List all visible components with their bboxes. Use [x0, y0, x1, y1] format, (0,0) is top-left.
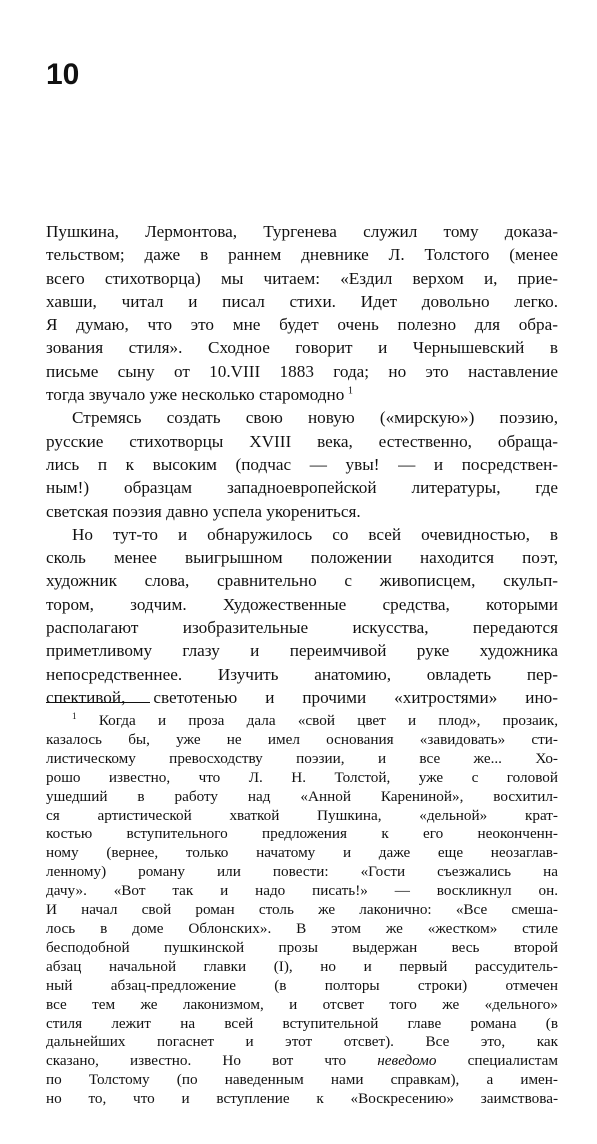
text-line: приметливому глазу и переимчивой руке художника: [46, 641, 558, 661]
footnote-line: [46, 1052, 558, 1071]
text-line-content: тогда звучало уже несколько старомодно: [46, 385, 345, 405]
text-line: зования стиля». Сходное говорит и Чернышевский в: [46, 338, 558, 358]
main-text: [46, 220, 558, 709]
text-line: всего стихотворца) мы читаем: «Ездил верхом и, прие-: [46, 268, 558, 288]
footnote-line: но то, что и вступление к «Воскресению» заимствова-: [46, 1090, 558, 1108]
footnote-line: ный абзац-предложение (в полторы строки) отмечен: [46, 976, 558, 994]
paragraph-2: [46, 406, 558, 522]
text-line: непосредственнее. Изучить анатомию, овладеть пер-: [46, 664, 558, 684]
footnote-line: дачу». «Вот так и надо писать!» — воскликнул он.: [46, 882, 558, 900]
footnote-line: ному (вернее, только начатому и даже еще неозаглав-: [46, 844, 558, 862]
text-line: спективой, светотенью и прочими «хитростями» ино-: [46, 687, 558, 707]
text-line: письме сыну от 10.VIII 1883 года; но это наставление: [46, 361, 558, 381]
text-line: художник слова, сравнительно с живописцем, скульп-: [46, 571, 558, 591]
footnote-line: костью вступительного предложения к его неоконченн-: [46, 825, 558, 843]
footnote-line: лось в доме Облонских». В этом же «жестком» стиле: [46, 919, 558, 937]
footnote-line: И начал свой роман столь же лаконично: «Все смеша-: [46, 901, 558, 919]
footnote-marker: 1: [72, 710, 77, 721]
footnote-text-run: специалистам: [436, 1052, 558, 1070]
footnote-line: рошо известно, что Л. Н. Толстой, уже с головой: [46, 768, 558, 786]
text-line: хавши, читал и писал стихи. Идет довольно легко.: [46, 291, 558, 311]
footnote-text-run: сказано, известно. Но вот что: [46, 1052, 378, 1070]
paragraph-1: [46, 220, 558, 406]
text-line: ным!) образцам западноевропейской литературы, где: [46, 478, 558, 498]
footnote-line: казалось бы, уже не имел основания «завидовать» сти-: [46, 730, 558, 748]
footnote-line-content: Когда и проза дала «свой цвет и плод», прозаик,: [98, 712, 558, 729]
text-line: [46, 383, 558, 406]
text-line: располагают изобразительные искусства, передаются: [46, 618, 558, 638]
footnote-line: дальнейших погаснет и этот отсвет). Все это, как: [46, 1033, 558, 1051]
text-line: сколь менее выигрышном положении находится поэт,: [46, 548, 558, 568]
text-line: лись п к высоким (подчас — увы! — и посредствен-: [46, 454, 558, 474]
footnote-line: бесподобной пушкинской прозы выдержан весь второй: [46, 938, 558, 956]
text-line: Я думаю, что это мне будет очень полезно для обра-: [46, 315, 558, 335]
footnote-line: стиля лежит на всей вступительной главе романа (в: [46, 1014, 558, 1032]
text-line: тором, зодчим. Художественные средства, которыми: [46, 594, 558, 614]
footnote-line: [46, 712, 558, 731]
footnote-line: ушедший в работу над «Анной Карениной», восхитил-: [46, 787, 558, 805]
footnote-line: листическому превосходству поэзии, и все же... Хо-: [46, 749, 558, 767]
footnote-line: по Толстому (по наведенным нами справкам), а имен-: [46, 1071, 558, 1089]
footnote-line: ся артистической хваткой Пушкина, «дельной» крат-: [46, 806, 558, 824]
paragraph-3: [46, 523, 558, 709]
italic-emphasis: неведомо: [377, 1052, 437, 1070]
footnote-divider: [46, 702, 150, 703]
text-line: светская поэзия давно успела укорениться.: [46, 501, 361, 521]
footnote-reference: 1: [347, 385, 353, 397]
footnote-line: абзац начальной главки (I), но и первый рассудитель-: [46, 957, 558, 975]
footnote-line: все тем же лаконизмом, и отсвет того же «дельного»: [46, 995, 558, 1013]
text-line: Но тут-то и обнаружилось со всей очевидностью, в: [72, 524, 558, 544]
text-line: Пушкина, Лермонтова, Тургенева служил тому доказа-: [46, 222, 558, 241]
footnote: [46, 712, 558, 1109]
text-line: Стремясь создать свою новую («мирскую») поэзию,: [72, 408, 558, 428]
footnote-line: ленному) роману или повести: «Гости съезжались на: [46, 863, 558, 881]
text-line: русские стихотворцы XVIII века, естественно, обраща-: [46, 431, 558, 451]
page-number: 10: [46, 58, 80, 91]
text-line: тельством; даже в раннем дневнике Л. Толстого (менее: [46, 245, 558, 265]
